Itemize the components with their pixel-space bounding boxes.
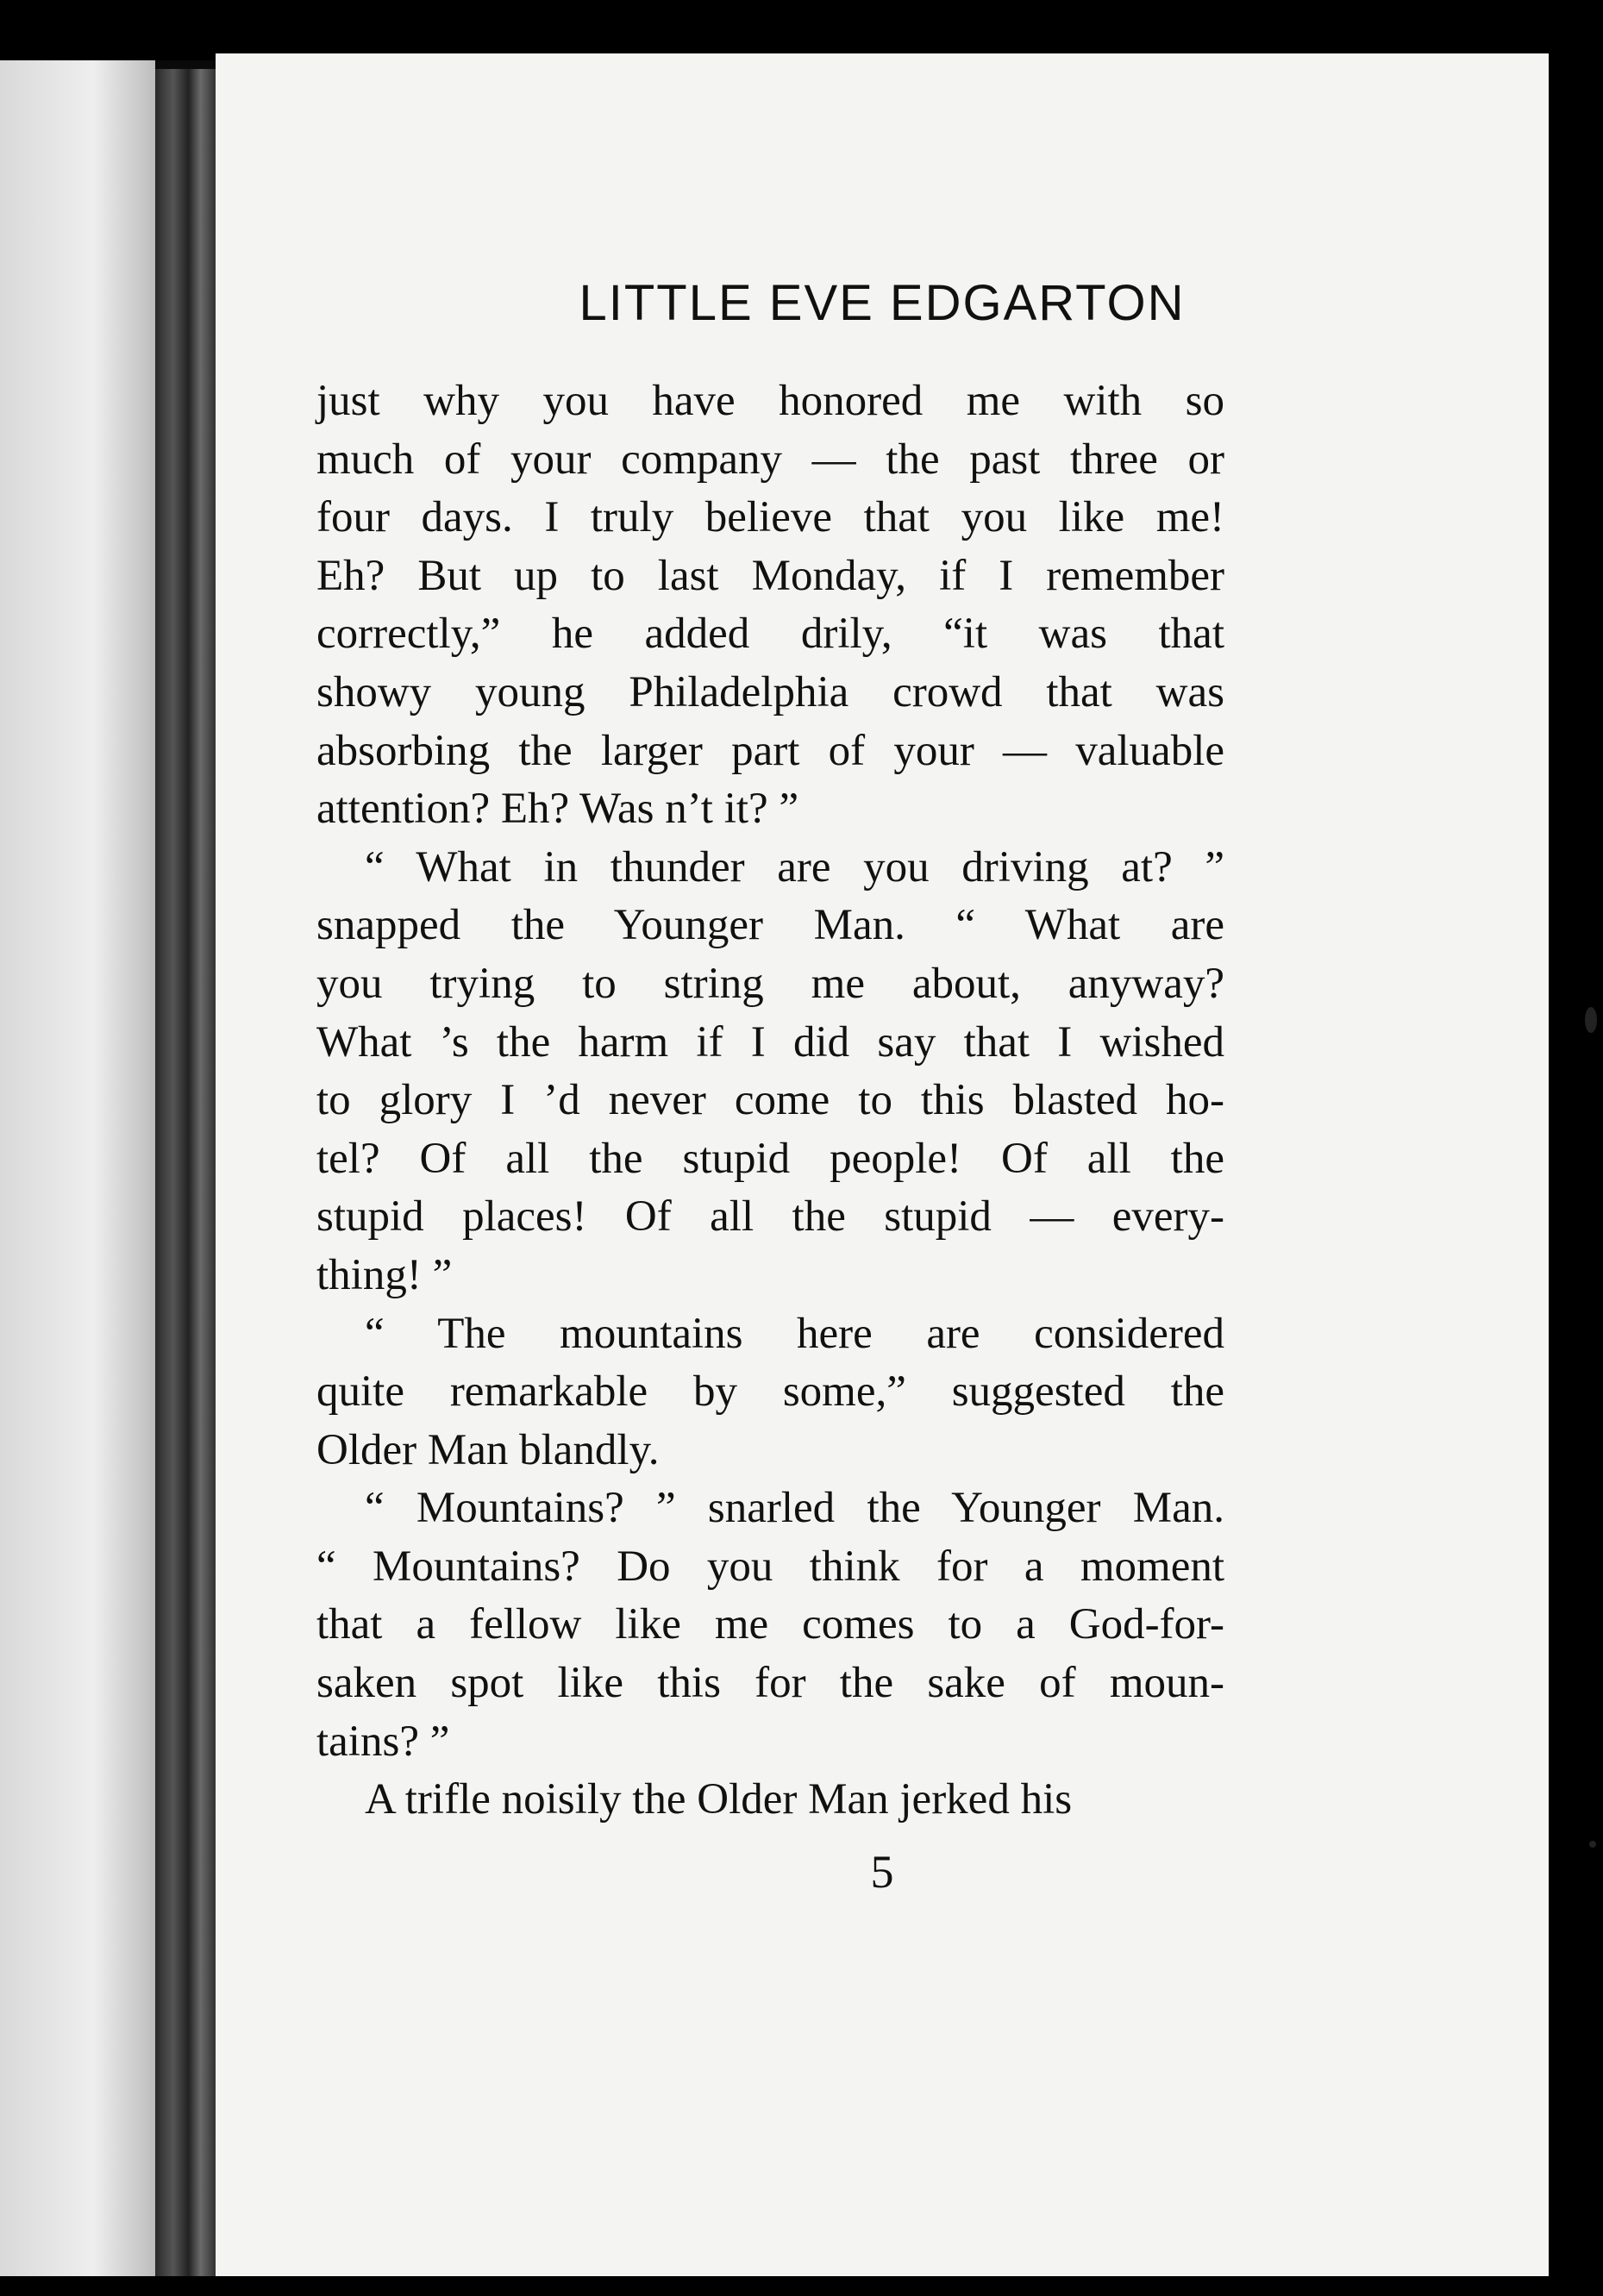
page-number: 5: [870, 1846, 894, 1898]
text-line: tel? Of all the stupid people! Of all the: [316, 1134, 1224, 1183]
text-line: A trifle noisily the Older Man jerked his: [365, 1775, 1073, 1824]
text-line: that a fellow like me comes to a God-for-: [316, 1600, 1224, 1649]
book-gutter: [155, 69, 216, 2276]
text-line: showy young Philadelphia crowd that was: [316, 667, 1224, 716]
body-text: [316, 372, 1224, 1830]
scan-right-edge: [1549, 52, 1603, 2296]
text-line: absorbing the larger part of your — valuable: [316, 726, 1224, 775]
text-line: four days. I truly believe that you like me!: [316, 493, 1224, 542]
text-line: you trying to string me about, anyway?: [316, 959, 1224, 1008]
text-line: What ’s the harm if I did say that I wished: [316, 1017, 1224, 1067]
text-line: to glory I ’d never come to this blasted ho-: [316, 1076, 1224, 1125]
paragraph: [316, 372, 1224, 839]
text-line: much of your company — the past three or: [316, 435, 1224, 484]
text-line: attention? Eh? Was n’t it? ”: [316, 785, 799, 834]
paragraph: [316, 839, 1224, 1305]
running-head: LITTLE EVE EDGARTON: [579, 275, 1186, 331]
paragraph: [316, 1480, 1224, 1771]
text-line: snapped the Younger Man. “ What are: [316, 901, 1224, 950]
text-line: stupid places! Of all the stupid — every-: [316, 1192, 1224, 1242]
text-line: quite remarkable by some,” suggested the: [316, 1367, 1224, 1417]
text-line: thing! ”: [316, 1250, 453, 1299]
text-line: “ Mountains? Do you think for a moment: [316, 1542, 1224, 1591]
paragraph: [316, 1305, 1224, 1480]
scan-top-edge: [0, 0, 1603, 60]
text-line: saken spot like this for the sake of moun-: [316, 1659, 1224, 1708]
scan-speck: [1589, 1841, 1596, 1848]
text-line: “ Mountains? ” snarled the Younger Man.: [365, 1484, 1224, 1533]
paragraph: [316, 1771, 1224, 1830]
scan-bottom-edge: [0, 2276, 1603, 2296]
scan-speck: [1585, 1007, 1597, 1033]
text-line: Eh? But up to last Monday, if I remember: [316, 551, 1224, 600]
text-line: “ The mountains here are considered: [365, 1309, 1224, 1358]
text-line: tains? ”: [316, 1717, 450, 1766]
text-line: correctly,” he added drily, “it was that: [316, 610, 1224, 659]
facing-page-edge: [0, 60, 155, 2296]
text-line: Older Man blandly.: [316, 1425, 660, 1474]
text-line: just why you have honored me with so: [316, 377, 1224, 425]
text-line: “ What in thunder are you driving at? ”: [365, 842, 1224, 891]
